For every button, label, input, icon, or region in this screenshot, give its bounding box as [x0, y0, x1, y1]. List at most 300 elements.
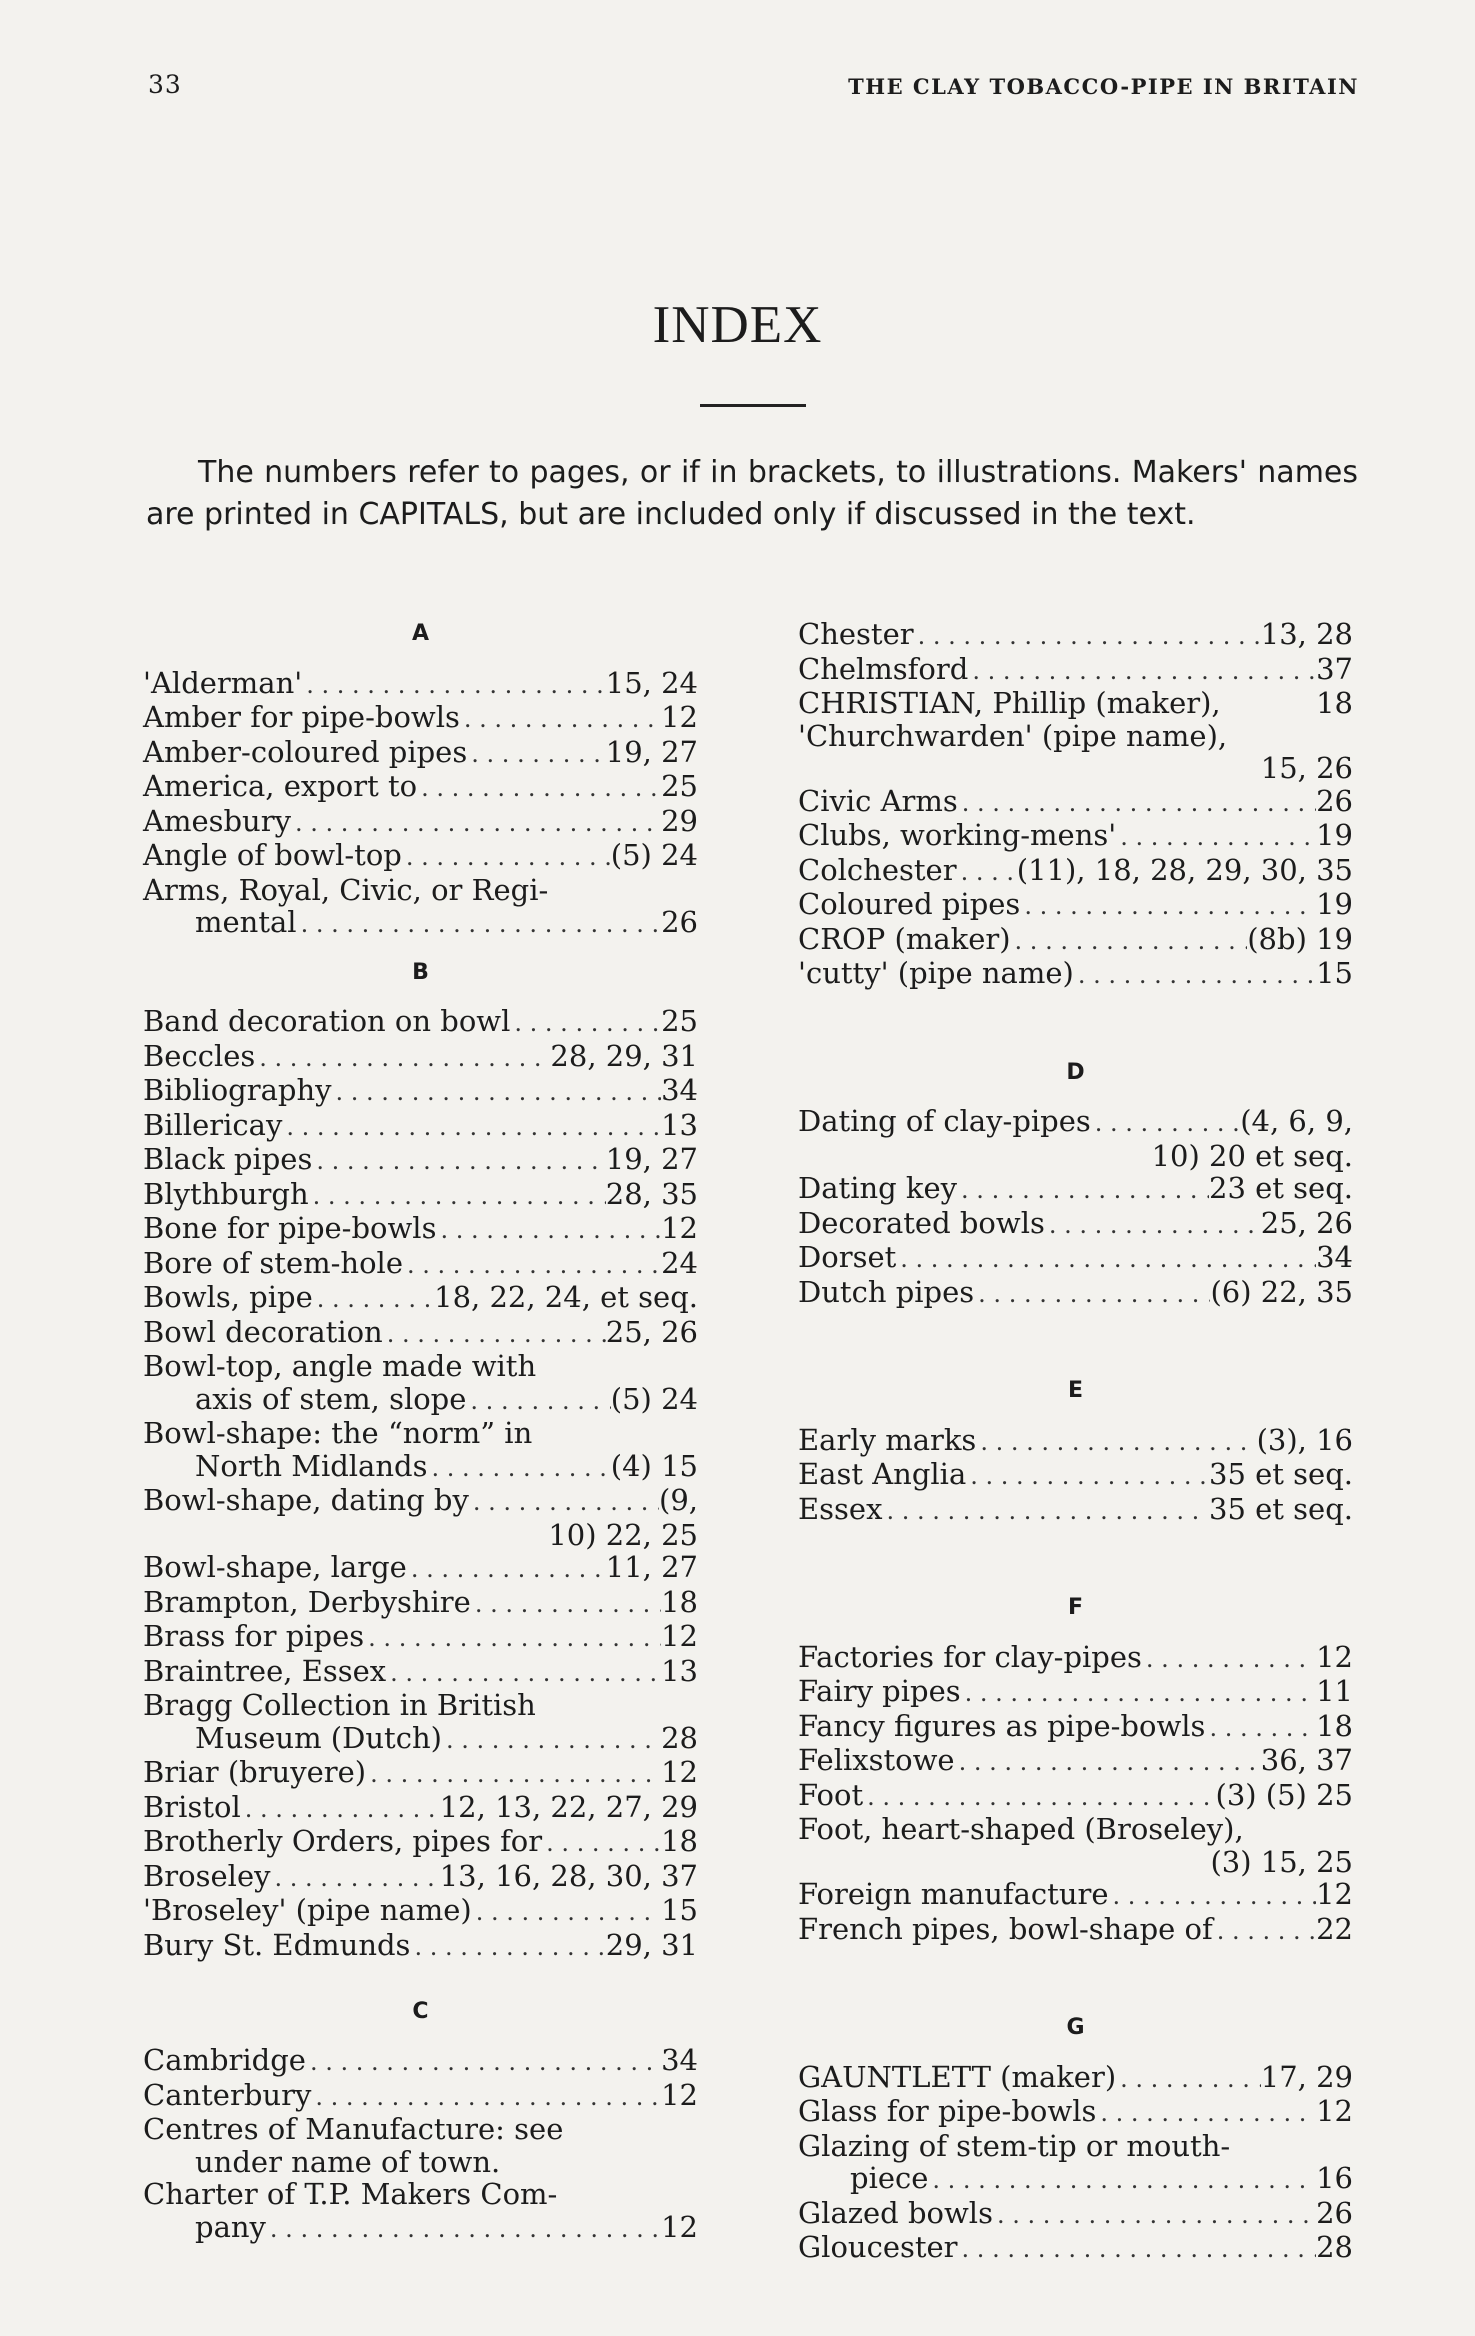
leader-dots: [282, 1111, 661, 1144]
entry-line: [143, 770, 698, 805]
entry-refs: 12: [1316, 1639, 1353, 1674]
entry-term: Essex: [798, 1491, 883, 1526]
section-gap: [798, 1310, 1353, 1375]
entry-term: CROP (maker): [798, 921, 1011, 956]
entry-line: [143, 1929, 698, 1964]
leader-dots: [241, 1793, 440, 1826]
index-section-d: [798, 1057, 1353, 1311]
entry-refs: 17, 29: [1260, 2059, 1353, 2094]
leader-dots: [976, 1426, 1256, 1459]
index-section-c-cont: [798, 618, 1353, 992]
leader-dots: [469, 1486, 659, 1519]
entry-refs: 28, 35: [605, 1176, 698, 1211]
entry-line: [143, 906, 698, 941]
section-gap: [143, 1963, 698, 1996]
entry-term: Band decoration on bowl: [143, 1004, 511, 1038]
entry-line: [143, 1074, 698, 1109]
index-entry: [798, 1779, 1353, 1814]
leader-dots: [882, 1495, 1209, 1528]
index-entry: [798, 1675, 1353, 1710]
entry-line: [143, 1620, 698, 1655]
entry-refs: 19, 27: [605, 734, 698, 769]
entry-term: Dating of clay-pipes: [798, 1104, 1091, 1138]
entry-line: [143, 1722, 698, 1757]
index-entry: [143, 1484, 698, 1551]
entry-term: Brotherly Orders, pipes for: [143, 1824, 543, 1858]
entry-line: [798, 1276, 1353, 1311]
entry-term: Foot, heart-shaped (Broseley),: [798, 1812, 1244, 1846]
page-title: INDEX: [652, 296, 823, 354]
entry-refs: 11, 27: [605, 1550, 698, 1584]
leader-dots: [896, 1243, 1316, 1276]
entry-refs: 10) 20 et seq.: [1151, 1138, 1353, 1173]
entry-term: Bowl decoration: [143, 1314, 383, 1349]
entry-line: [143, 2044, 698, 2079]
leader-dots: [863, 1781, 1215, 1814]
entry-line: [798, 687, 1353, 720]
entry-refs: 10) 22, 25: [548, 1517, 698, 1552]
leader-dots: [266, 2213, 661, 2246]
entry-term: East Anglia: [798, 1457, 967, 1491]
entry-refs: (4, 6, 9,: [1240, 1104, 1353, 1138]
index-entry: [143, 2079, 698, 2114]
entry-refs: 29: [661, 803, 698, 838]
entry-refs: 15: [1316, 956, 1353, 990]
leader-dots: [297, 908, 662, 941]
index-entry: [798, 785, 1353, 820]
section-gap: [798, 992, 1353, 1057]
entry-term: CHRISTIAN, Phillip (maker),: [798, 686, 1221, 720]
entry-term: piece: [850, 2161, 929, 2195]
entry-refs: 26: [1316, 2195, 1353, 2230]
entry-term: 'Churchwarden' (pipe name),: [798, 718, 1228, 753]
entry-term: North Midlands: [195, 1448, 428, 1483]
index-entry: [143, 1894, 698, 1929]
entry-spacer: [850, 1846, 1210, 1879]
entry-line: [143, 1791, 698, 1826]
entry-term: Brampton, Derbyshire: [143, 1584, 471, 1619]
index-entry: [143, 1860, 698, 1895]
index-entry: [143, 736, 698, 771]
leader-dots: [442, 1724, 661, 1757]
leader-dots: [1074, 959, 1316, 992]
entry-line: [143, 1551, 698, 1586]
index-entry: [143, 1109, 698, 1144]
index-section-c: [143, 1996, 698, 2246]
entry-refs: 18: [1316, 1708, 1353, 1743]
entry-term: Civic Arms: [798, 783, 958, 818]
index-entry: [143, 1040, 698, 1075]
entry-refs: 23 et seq.: [1209, 1171, 1353, 1205]
entry-term: Coloured pipes: [798, 887, 1021, 921]
entry-line: [143, 1316, 698, 1351]
entry-line: [143, 1005, 698, 1040]
entry-refs: 37: [1316, 651, 1353, 686]
entry-term: Clubs, working-mens': [798, 818, 1117, 852]
leader-dots: [407, 1553, 606, 1586]
entry-line: [798, 2197, 1353, 2232]
leader-dots: [271, 1862, 440, 1895]
leader-dots: [472, 1896, 661, 1929]
entry-spacer: [850, 1140, 1152, 1173]
leader-dots: [958, 2233, 1317, 2266]
leader-dots: [1045, 1209, 1261, 1242]
entry-term: America, export to: [143, 769, 418, 803]
entry-term: Chester: [798, 617, 914, 651]
leader-dots: [471, 1588, 661, 1621]
entry-refs: 35 et seq.: [1209, 1491, 1353, 1526]
entry-line: [143, 2079, 698, 2114]
entry-line: [143, 1281, 698, 1316]
leader-dots: [291, 807, 661, 840]
entry-refs: 26: [1316, 783, 1353, 818]
leader-dots: [466, 1385, 610, 1418]
entry-refs: (11), 18, 28, 29, 30, 35: [1016, 852, 1353, 887]
entry-line: [143, 839, 698, 874]
entry-line: [143, 1825, 698, 1860]
leader-dots: [313, 1283, 434, 1316]
entry-line: [143, 701, 698, 736]
section-letter: B: [412, 959, 429, 985]
leader-dots: [417, 772, 661, 805]
entry-line: [798, 785, 1353, 820]
index-entry: [143, 1143, 698, 1178]
leader-dots: [427, 1452, 610, 1485]
leader-dots: [460, 703, 661, 736]
index-entry: [798, 1241, 1353, 1276]
entry-line: [143, 1860, 698, 1895]
entry-refs: (4) 15: [610, 1448, 698, 1483]
index-entry: [143, 1005, 698, 1040]
entry-refs: 22: [1316, 1911, 1353, 1946]
entry-refs: (8b) 19: [1247, 921, 1353, 956]
entry-term: Arms, Royal, Civic, or Regi-: [143, 872, 549, 907]
leader-dots: [1091, 1107, 1240, 1140]
entry-refs: 28: [1316, 2230, 1353, 2264]
entry-refs: 15, 24: [605, 665, 698, 700]
entry-term: Early marks: [798, 1422, 977, 1457]
index-entry: [798, 2197, 1353, 2232]
entry-line: [143, 805, 698, 840]
entry-refs: 12: [1316, 1877, 1353, 1911]
section-letter: F: [1067, 1595, 1084, 1620]
entry-refs-cont: [143, 1519, 698, 1552]
entry-refs: 34: [1316, 1240, 1353, 1274]
entry-line: [798, 1913, 1353, 1948]
section-gap: [143, 651, 698, 667]
entry-term: Foot: [798, 1777, 864, 1812]
entry-line: [798, 1779, 1353, 1814]
entry-line: [798, 1458, 1353, 1493]
entry-refs: (6) 22, 35: [1210, 1274, 1353, 1309]
entry-term: Bragg Collection in British: [143, 1688, 536, 1722]
entry-refs: 34: [661, 1073, 698, 1107]
index-entry: [143, 770, 698, 805]
entry-refs: (5) 24: [610, 1381, 698, 1416]
entry-term: Glazing of stem-tip or mouth-: [798, 2128, 1231, 2163]
entry-term: Canterbury: [143, 2077, 312, 2112]
entry-line: [143, 1655, 698, 1690]
entry-line: [798, 2095, 1353, 2130]
leader-dots: [1020, 890, 1316, 923]
entry-term: Museum (Dutch): [195, 1720, 442, 1755]
entry-line: [798, 1744, 1353, 1779]
index-entry: [798, 1493, 1353, 1528]
entry-term: Amber-coloured pipes: [143, 734, 468, 769]
entry-term: Bore of stem-hole: [143, 1245, 403, 1280]
entry-term: GAUNTLETT (maker): [798, 2059, 1117, 2094]
entry-line: [798, 923, 1353, 958]
entry-line: [143, 1109, 698, 1144]
leader-dots: [928, 2164, 1316, 2197]
leader-dots: [309, 1180, 606, 1213]
index-entry: [798, 618, 1353, 653]
index-entry: [798, 1878, 1353, 1913]
entry-refs: 13: [661, 1107, 698, 1142]
entry-term: Colchester: [798, 852, 957, 887]
entry-refs: 15: [661, 1893, 698, 1927]
index-entry: [143, 667, 698, 702]
index-entry: [798, 1641, 1353, 1676]
index-entry: [143, 1247, 698, 1282]
leader-dots: [255, 1042, 550, 1075]
index-entry: [798, 720, 1353, 785]
section-gap: [143, 2028, 698, 2044]
entry-line: [798, 653, 1353, 688]
title-rule: [700, 404, 806, 407]
entry-refs: 12, 13, 22, 27, 29: [439, 1789, 698, 1824]
entry-line: [798, 1710, 1353, 1745]
leader-dots: [1205, 1712, 1316, 1745]
index-entry: [798, 1744, 1353, 1779]
entry-term: Bowls, pipe: [143, 1280, 313, 1314]
index-section-g: [798, 2012, 1353, 2266]
leader-dots: [302, 669, 606, 702]
entry-term: Dating key: [798, 1171, 958, 1205]
entry-term: Bibliography: [143, 1073, 332, 1107]
index-entry: [143, 805, 698, 840]
entry-refs: 25, 26: [1260, 1205, 1353, 1240]
entry-line: [798, 854, 1353, 889]
index-entry: [798, 957, 1353, 992]
entry-refs: 12: [661, 1619, 698, 1653]
entry-line: [143, 667, 698, 702]
entry-term: 'Alderman': [143, 665, 303, 700]
entry-refs: 12: [661, 2209, 698, 2244]
entry-refs: 29, 31: [605, 1927, 698, 1962]
index-entry: [143, 1551, 698, 1586]
index-section-a: [143, 618, 698, 941]
index-entry: [143, 1655, 698, 1690]
index-entry: [143, 1281, 698, 1316]
entry-line: [143, 1383, 698, 1418]
index-entry: [143, 1689, 698, 1756]
running-head: THE CLAY TOBACCO-PIPE IN BRITAIN: [848, 74, 1359, 99]
section-gap: [798, 1625, 1353, 1641]
entry-line: [798, 1424, 1353, 1459]
leader-dots: [993, 2199, 1316, 2232]
index-entry: [798, 1710, 1353, 1745]
entry-refs: 36, 37: [1260, 1743, 1353, 1777]
entry-term: Bury St. Edmunds: [143, 1927, 411, 1962]
entry-line: [798, 1207, 1353, 1242]
leader-dots: [1011, 925, 1248, 958]
entry-term: Felixstowe: [798, 1743, 955, 1777]
leader-dots: [966, 1460, 1209, 1493]
leader-dots: [1116, 2063, 1261, 2096]
entry-refs: 25: [661, 769, 698, 803]
entry-refs-cont: [798, 752, 1353, 785]
entry-term: axis of stem, slope: [195, 1381, 467, 1416]
leader-dots: [383, 1318, 606, 1351]
entry-term: Beccles: [143, 1038, 256, 1073]
entry-line: [143, 2211, 698, 2246]
index-entry: [798, 1813, 1353, 1878]
index-column-right: [798, 618, 1353, 2266]
entry-line: [798, 888, 1353, 923]
index-entry: [798, 1424, 1353, 1459]
leader-dots: [957, 856, 1017, 889]
entry-refs: 13, 28: [1260, 617, 1353, 651]
entry-line: [798, 1241, 1353, 1276]
index-entry: [143, 2113, 698, 2178]
entry-line: [798, 1172, 1353, 1207]
leader-dots: [1096, 2097, 1316, 2130]
entry-term: Decorated bowls: [798, 1205, 1045, 1240]
index-entry: [798, 2130, 1353, 2197]
entry-refs: 18: [661, 1584, 698, 1619]
entry-term: Glazed bowls: [798, 2195, 993, 2230]
leader-dots: [974, 1278, 1210, 1311]
entry-term: Bowl-top, angle made with: [143, 1349, 537, 1383]
entry-term: Factories for clay-pipes: [798, 1639, 1142, 1674]
section-gap: [798, 1408, 1353, 1424]
entry-line: [798, 1675, 1353, 1710]
entry-refs: 24: [661, 1245, 698, 1280]
entry-line: [143, 1212, 698, 1247]
entry-refs: (3), 16: [1256, 1422, 1353, 1457]
index-entry: [798, 687, 1353, 720]
entry-term: Centres of Manufacture: see: [143, 2112, 564, 2146]
entry-term: Briar (bruyere): [143, 1755, 367, 1789]
section-gap: [143, 941, 698, 957]
entry-term: Broseley: [143, 1858, 271, 1893]
entry-line: [798, 2162, 1353, 2197]
entry-term: Charter of T.P. Makers Com-: [143, 2177, 558, 2211]
entry-refs: (5) 24: [610, 838, 698, 872]
entry-refs: 18: [661, 1824, 698, 1858]
page-number: 33: [148, 70, 182, 99]
leader-dots: [1109, 1880, 1317, 1913]
section-gap: [798, 1527, 1353, 1592]
entry-term: Fancy figures as pipe-bowls: [798, 1708, 1206, 1743]
entry-refs: (9,: [659, 1483, 698, 1517]
entry-term: Bowl-shape, dating by: [143, 1483, 469, 1517]
section-gap: [143, 989, 698, 1005]
entry-term: Foreign manufacture: [798, 1877, 1109, 1911]
entry-line: [798, 1641, 1353, 1676]
leader-dots: [510, 1007, 661, 1040]
leader-dots: [312, 1145, 605, 1178]
entry-refs: 19: [1316, 818, 1353, 852]
leader-dots: [332, 1076, 662, 1109]
section-gap: [798, 1089, 1353, 1105]
entry-refs: 28: [661, 1720, 698, 1755]
section-letter: G: [1066, 2015, 1085, 2040]
intro-paragraph: The numbers refer to pages, or if in brackets, to illustrations. Makers' names are printed in CAPITALS, but are included only if discussed in the text.: [146, 455, 1358, 532]
entry-term: Gloucester: [798, 2230, 958, 2264]
index-entry: [143, 2178, 698, 2245]
index-entry: [798, 1207, 1353, 1242]
entry-term: Angle of bowl-top: [143, 838, 402, 872]
entry-line: [143, 1040, 698, 1075]
index-entry: [798, 1458, 1353, 1493]
entry-term: Blythburgh: [143, 1176, 309, 1211]
index-entry: [798, 2061, 1353, 2096]
entry-refs: (3) (5) 25: [1215, 1777, 1353, 1812]
index-section-b: [143, 957, 698, 1964]
entry-term: French pipes, bowl-shape of: [798, 1911, 1213, 1946]
leader-dots: [968, 655, 1316, 688]
entry-refs: 34: [661, 2043, 698, 2077]
entry-refs: 19, 27: [605, 1142, 698, 1176]
entry-term: pany: [195, 2209, 266, 2244]
entry-term: 'Broseley' (pipe name): [143, 1893, 472, 1927]
section-gap: [798, 2045, 1353, 2061]
entry-term: Bowl-shape: the “norm” in: [143, 1416, 533, 1450]
index-entry: [798, 819, 1353, 854]
entry-term: Bristol: [143, 1789, 241, 1824]
entry-spacer: [850, 752, 1261, 785]
index-entry: [143, 839, 698, 874]
index-section-f: [798, 1592, 1353, 1947]
entry-line: [143, 1894, 698, 1929]
entry-refs: 12: [661, 700, 698, 734]
index-entry: [143, 874, 698, 941]
leader-dots: [958, 787, 1316, 820]
index-entry: [798, 1913, 1353, 1948]
index-entry: [798, 2231, 1353, 2266]
entry-term: Bowl-shape, large: [143, 1550, 407, 1584]
entry-line: [798, 2061, 1353, 2096]
entry-refs: 12: [661, 1211, 698, 1245]
entry-term: Dutch pipes: [798, 1274, 975, 1309]
entry-line: [143, 1756, 698, 1791]
entry-line: [798, 1105, 1353, 1140]
entry-line: [143, 1484, 698, 1519]
entry-line: [143, 1586, 698, 1621]
leader-dots: [957, 1174, 1209, 1207]
entry-refs: 25: [661, 1004, 698, 1038]
section-letter: C: [412, 1998, 429, 2024]
index-entry: [143, 1756, 698, 1791]
entry-line: [143, 1178, 698, 1213]
index-entry: [143, 2044, 698, 2079]
entry-line: [798, 819, 1353, 854]
index-entry: [143, 1620, 698, 1655]
entry-line: [143, 1143, 698, 1178]
entry-term: 'cutty' (pipe name): [798, 956, 1074, 990]
entry-refs: 11: [1316, 1674, 1353, 1708]
entry-line: [143, 1247, 698, 1282]
leader-dots: [542, 1827, 661, 1860]
index-entry: [143, 701, 698, 736]
entry-term: Bone for pipe-bowls: [143, 1211, 437, 1245]
index-entry: [798, 1172, 1353, 1207]
entry-line: [798, 618, 1353, 653]
index-entry: [798, 653, 1353, 688]
entry-refs: 25, 26: [605, 1314, 698, 1349]
